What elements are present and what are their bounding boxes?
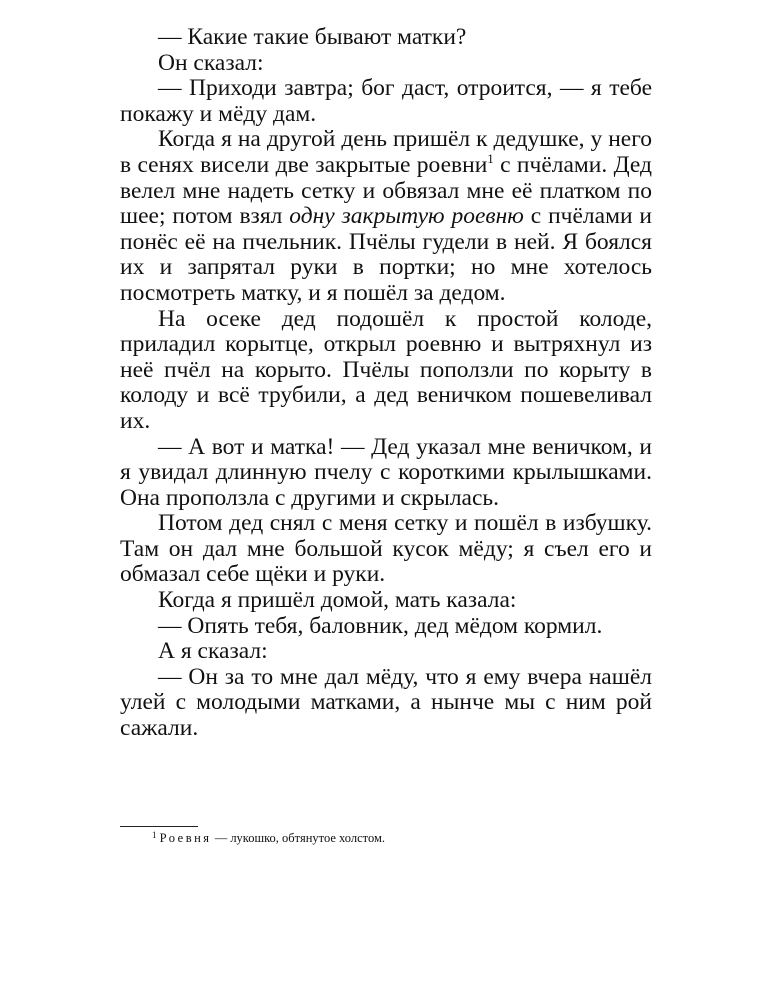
footnote-divider — [120, 826, 198, 827]
paragraph-9: — Опять тебя, баловник, дед мёдом кормил. — [158, 612, 603, 639]
paragraph-8: Когда я пришёл домой, мать казала: — [158, 587, 517, 614]
page-text — [120, 25, 652, 742]
paragraph-3: — Приходи завтра; бог даст, отроится, — я тебе покажу и мёду дам. — [120, 75, 652, 127]
footnote — [152, 830, 652, 846]
footnote-reference: 1 — [487, 150, 494, 166]
footnote-term: Роевня — [159, 831, 212, 845]
paragraph-4-emphasis: одну закрытую роевню — [289, 203, 524, 230]
paragraph-2: Он сказал: — [158, 49, 264, 76]
paragraph-5: На осеке дед подошёл к простой колоде, приладил корытце, открыл роевню и вытряхнул из неё пчёл на корыто. Пчёлы поползли по корыту в колоду и всё трубили, а дед веничком пошевеливал их. — [120, 305, 652, 434]
paragraph-4-part-3: с пчёлами и понёс её на пчельник. Пчёлы гудели в ней. Я боялся их и запрятал руки в портки; но мне хотелось посмотреть матку, и я пошёл за дедом. — [120, 203, 652, 306]
paragraph-11: — Он за то мне дал мёду, что я ему вчера нашёл улей с молодыми матками, а нынче мы с ним рой сажали. — [120, 663, 652, 742]
paragraph-1: — Какие такие бывают матки? — [158, 24, 467, 50]
footnote-mark: 1 — [152, 830, 157, 840]
paragraph-4 — [120, 127, 652, 306]
paragraph-4-part-1: Когда я на другой день пришёл к дедушке, у него в сенях висели две закрытые роевни — [120, 126, 652, 178]
footnote-definition: — лукошко, обтянутое холстом. — [211, 831, 386, 845]
paragraph-4-part-2: с пчёлами. Дед велел мне надеть сетку и обвязал мне её платком по шее; потом взял — [120, 151, 652, 230]
paragraph-10: А я сказал: — [158, 638, 268, 665]
paragraph-6: — А вот и матка! — Дед указал мне веничком, и я увидал длинную пчелу с короткими крылышками. Она проползла с другими и скрылась. — [120, 433, 652, 511]
paragraph-7: Потом дед снял с меня сетку и пошёл в избушку. Там он дал мне большой кусок мёду; я съел его и обмазал себе щёки и руки. — [120, 510, 652, 588]
